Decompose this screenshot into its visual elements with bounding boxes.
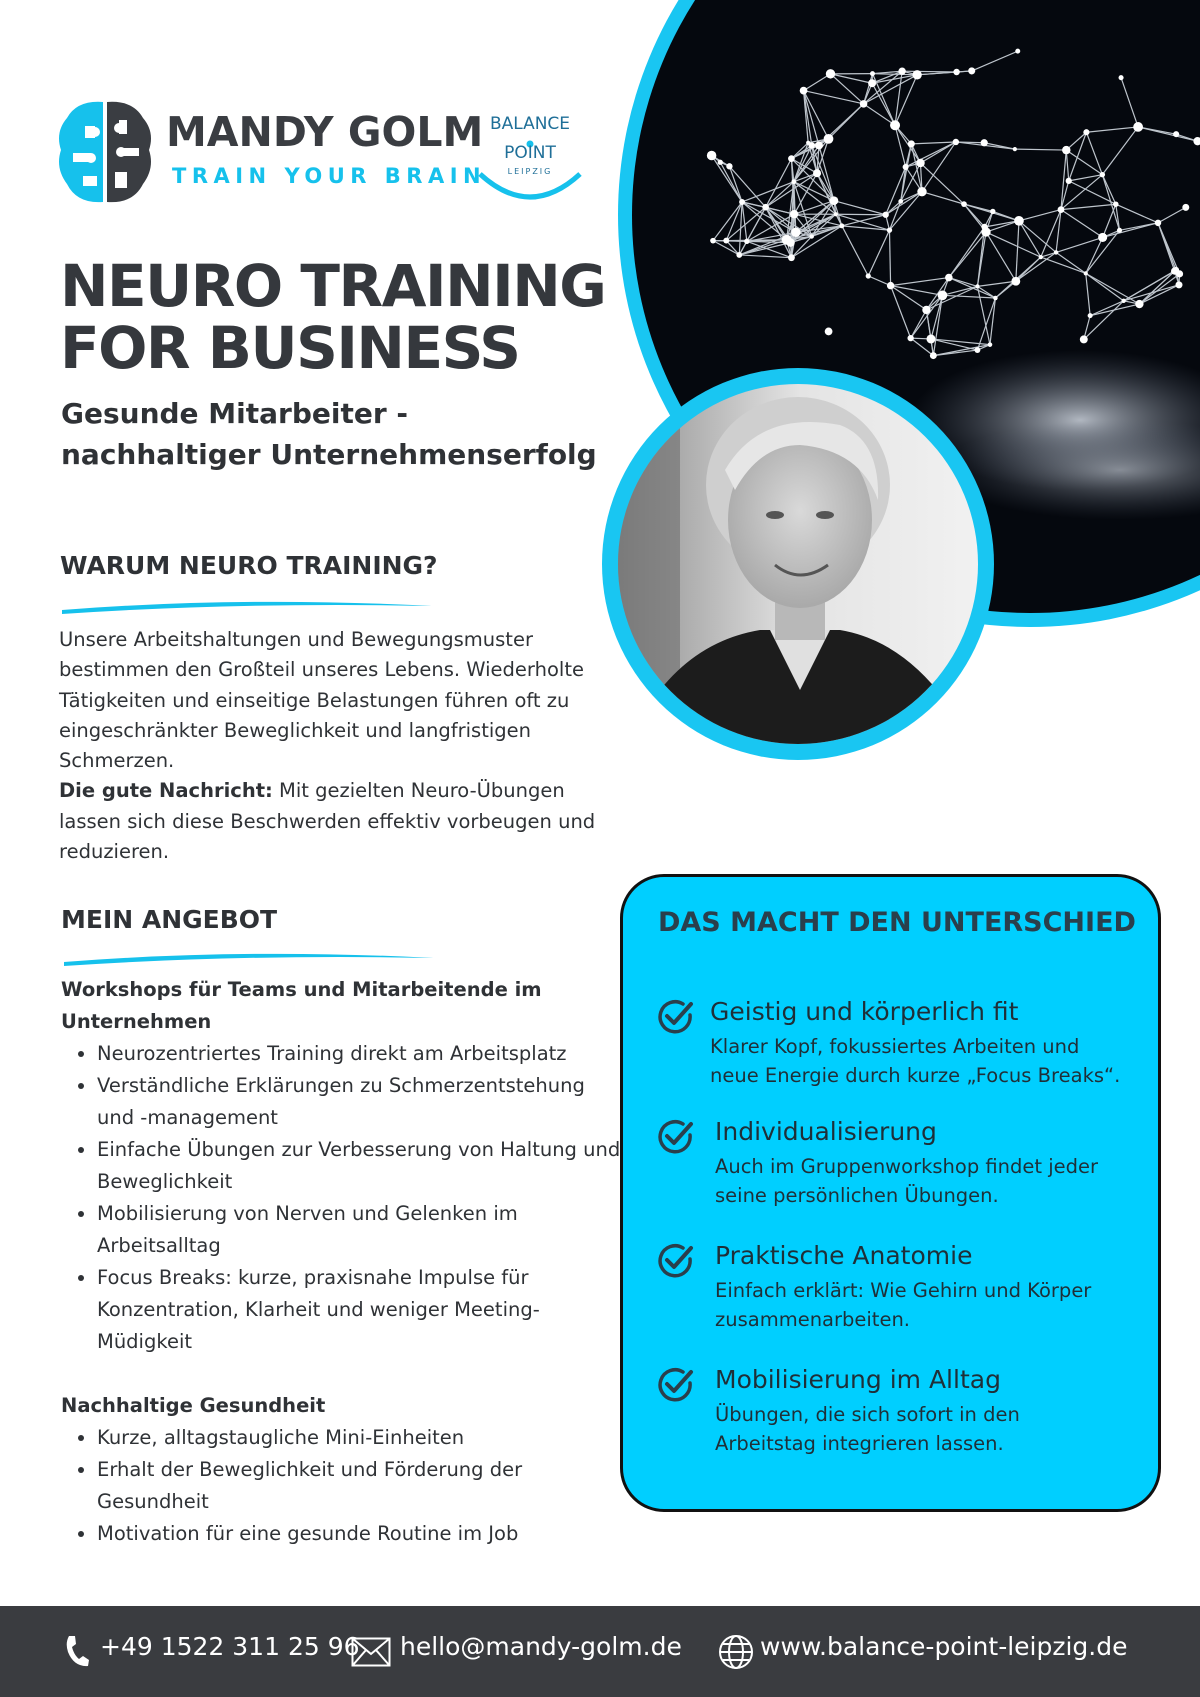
network-node bbox=[1080, 335, 1088, 343]
offer-section-title: MEIN ANGEBOT bbox=[61, 905, 278, 934]
difference-item-title: Praktische Anatomie bbox=[715, 1241, 973, 1270]
network-node bbox=[1084, 271, 1088, 275]
partner-logo-line2: POINT bbox=[504, 143, 556, 163]
network-node bbox=[974, 347, 980, 353]
check-circle-icon bbox=[657, 1118, 695, 1156]
mail-icon bbox=[351, 1637, 391, 1667]
network-line bbox=[713, 241, 747, 242]
logo-tagline: TRAIN YOUR BRAIN bbox=[172, 164, 487, 188]
phone-icon bbox=[64, 1634, 90, 1668]
network-node bbox=[762, 204, 769, 211]
difference-item bbox=[715, 1117, 1115, 1210]
network-node bbox=[744, 239, 749, 244]
offer-content bbox=[61, 974, 621, 1550]
network-node bbox=[788, 155, 795, 162]
network-node bbox=[791, 179, 796, 184]
network-node bbox=[898, 68, 905, 75]
offer-group2-title: Nachhaltige Gesundheit bbox=[61, 1394, 326, 1417]
network-node bbox=[1088, 313, 1093, 318]
network-line bbox=[956, 142, 984, 143]
network-node bbox=[1013, 147, 1017, 151]
list-item: • Einfache Übungen zur Verbesserung von Haltung und Beweglichkeit bbox=[97, 1134, 621, 1198]
network-node bbox=[870, 71, 875, 76]
network-node bbox=[866, 273, 871, 278]
network-node bbox=[887, 282, 894, 289]
list-item: • Mobilisierung von Nerven und Gelenken im Arbeitsalltag bbox=[97, 1198, 621, 1262]
network-line bbox=[902, 71, 956, 72]
check-circle-icon bbox=[657, 1366, 695, 1404]
network-node bbox=[916, 159, 925, 168]
good-news-label: Die gute Nachricht: bbox=[59, 779, 273, 803]
network-node bbox=[993, 296, 998, 301]
why-paragraph bbox=[59, 625, 619, 867]
difference-item-title: Geistig und körperlich fit bbox=[710, 997, 1019, 1026]
network-node bbox=[834, 212, 838, 216]
network-node bbox=[975, 284, 979, 288]
network-node bbox=[726, 163, 732, 169]
network-node bbox=[736, 252, 742, 258]
network-node bbox=[945, 274, 953, 282]
list-item: • Kurze, alltagstaugliche Mini-Einheiten bbox=[97, 1422, 621, 1454]
network-node bbox=[1182, 204, 1189, 211]
network-node bbox=[707, 151, 717, 161]
network-node bbox=[826, 69, 835, 78]
offer-title-underline bbox=[62, 946, 442, 968]
difference-item-text: Übungen, die sich sofort in den Arbeitstag integrieren lassen. bbox=[715, 1403, 1020, 1455]
network-node bbox=[809, 234, 814, 239]
network-node bbox=[903, 164, 909, 170]
network-node bbox=[938, 290, 948, 300]
network-node bbox=[907, 335, 913, 341]
network-node bbox=[953, 69, 960, 76]
footer-email[interactable]: hello@mandy-golm.de bbox=[400, 1632, 682, 1661]
network-line bbox=[836, 214, 886, 215]
network-node bbox=[786, 238, 794, 246]
network-node bbox=[815, 141, 823, 149]
network-node bbox=[953, 139, 959, 145]
network-node bbox=[1113, 201, 1119, 207]
network-node bbox=[1083, 129, 1089, 135]
network-node bbox=[800, 87, 808, 95]
list-item: • Motivation für eine gesunde Routine im Job bbox=[97, 1518, 621, 1550]
page-subtitle bbox=[61, 393, 621, 475]
network-node bbox=[1062, 146, 1070, 154]
page-subtitle-line1: Gesunde Mitarbeiter - bbox=[61, 397, 409, 430]
network-node bbox=[710, 238, 716, 244]
network-node bbox=[883, 212, 889, 218]
network-node bbox=[1015, 49, 1020, 54]
network-node bbox=[1098, 233, 1107, 242]
footer-phone[interactable]: +49 1522 311 25 96 bbox=[100, 1632, 360, 1661]
network-node bbox=[961, 201, 967, 207]
network-node bbox=[1175, 281, 1182, 288]
network-node bbox=[1039, 255, 1043, 259]
page-title-line2: FOR BUSINESS bbox=[60, 314, 520, 382]
network-node bbox=[868, 79, 876, 87]
network-node bbox=[908, 140, 915, 147]
offer-group1-list bbox=[61, 1038, 621, 1358]
network-node bbox=[1117, 228, 1122, 233]
network-node bbox=[824, 134, 834, 144]
difference-item-text: Auch im Gruppenworkshop findet jeder seine persönlichen Übungen. bbox=[715, 1155, 1099, 1207]
network-node bbox=[739, 199, 745, 205]
network-node bbox=[981, 224, 987, 230]
network-node bbox=[790, 210, 798, 218]
footer-website[interactable]: www.balance-point-leipzig.de bbox=[760, 1632, 1128, 1661]
network-node bbox=[1155, 220, 1161, 226]
network-node bbox=[723, 238, 729, 244]
network-node bbox=[791, 228, 800, 237]
partner-logo-line1: BALANCE bbox=[489, 114, 571, 134]
difference-title: DAS MACHT DEN UNTERSCHIED bbox=[658, 907, 1136, 938]
offer-group1-title: Workshops für Teams und Mitarbeitende im Unternehmen bbox=[61, 978, 542, 1033]
why-text: Unsere Arbeitshaltungen und Bewegungsmuster bestimmen den Großteil unseres Lebens. Wiederholte Tätigkeiten und einseitige Belastungen führen oft zu eingeschränkter Beweglichkeit und langfristigen Schmerzen. bbox=[59, 628, 584, 773]
globe-icon bbox=[718, 1634, 754, 1670]
network-node bbox=[990, 209, 995, 214]
network-node bbox=[806, 141, 810, 145]
network-node bbox=[860, 100, 868, 108]
list-item: • Erhalt der Beweglichkeit und Förderung der Gesundheit bbox=[97, 1454, 621, 1518]
network-node bbox=[1058, 206, 1065, 213]
difference-item-text: Einfach erklärt: Wie Gehirn und Körper zusammenarbeiten. bbox=[715, 1279, 1092, 1331]
network-node bbox=[917, 187, 926, 196]
difference-item-text: Klarer Kopf, fokussiertes Arbeiten und neue Energie durch kurze „Focus Breaks“. bbox=[710, 1035, 1121, 1087]
offer-group2-list bbox=[61, 1422, 621, 1550]
good-news-text: Mit gezielten Neuro-Übungen lassen sich diese Beschwerden effektiv vorbeugen und reduzieren. bbox=[59, 779, 596, 864]
network-node bbox=[839, 223, 844, 228]
difference-item bbox=[710, 997, 1130, 1090]
network-node bbox=[926, 334, 935, 343]
page-subtitle-line2: nachhaltiger Unternehmenserfolg bbox=[61, 438, 597, 471]
network-node bbox=[1014, 216, 1024, 226]
difference-item-title: Individualisierung bbox=[715, 1117, 937, 1146]
network-node bbox=[1173, 131, 1179, 137]
network-node bbox=[1119, 75, 1124, 80]
network-node bbox=[1135, 300, 1143, 308]
network-node bbox=[890, 120, 900, 130]
network-node bbox=[1054, 250, 1058, 254]
page-title-line1: NEURO TRAINING bbox=[60, 252, 606, 320]
difference-item bbox=[715, 1365, 1115, 1458]
network-node bbox=[1100, 172, 1105, 177]
why-title-underline bbox=[60, 594, 440, 616]
list-item: • Focus Breaks: kurze, praxisnahe Impulse für Konzentration, Klarheit und weniger Meeting-Müdigkeit bbox=[97, 1262, 621, 1358]
network-node bbox=[718, 160, 723, 165]
network-node bbox=[968, 67, 975, 74]
why-section-title: WARUM NEURO TRAINING? bbox=[60, 551, 438, 580]
network-node bbox=[912, 70, 921, 79]
network-node bbox=[825, 328, 833, 336]
network-node bbox=[887, 227, 892, 232]
network-node bbox=[898, 199, 903, 204]
check-circle-icon bbox=[657, 998, 695, 1036]
network-node bbox=[830, 196, 839, 205]
list-item: • Verständliche Erklärungen zu Schmerzentstehung und -management bbox=[97, 1070, 621, 1134]
network-node bbox=[1066, 178, 1072, 184]
page-title bbox=[60, 252, 620, 382]
difference-item bbox=[715, 1241, 1115, 1334]
list-item: • Neurozentriertes Training direkt am Arbeitsplatz bbox=[97, 1038, 621, 1070]
network-node bbox=[981, 139, 988, 146]
network-node bbox=[813, 169, 821, 177]
network-node bbox=[1173, 267, 1179, 273]
check-circle-icon bbox=[657, 1242, 695, 1280]
partner-logo-line3: LEIPZIG bbox=[507, 167, 553, 176]
network-node bbox=[922, 306, 930, 314]
network-node bbox=[1133, 122, 1143, 132]
network-node bbox=[1121, 299, 1125, 303]
network-node bbox=[988, 342, 993, 347]
network-node bbox=[788, 254, 795, 261]
logo-name: MANDY GOLM bbox=[166, 108, 484, 156]
network-node bbox=[1011, 277, 1020, 286]
difference-item-title: Mobilisierung im Alltag bbox=[715, 1365, 1001, 1394]
network-node bbox=[930, 352, 937, 359]
brain-logo-icon bbox=[55, 98, 155, 208]
